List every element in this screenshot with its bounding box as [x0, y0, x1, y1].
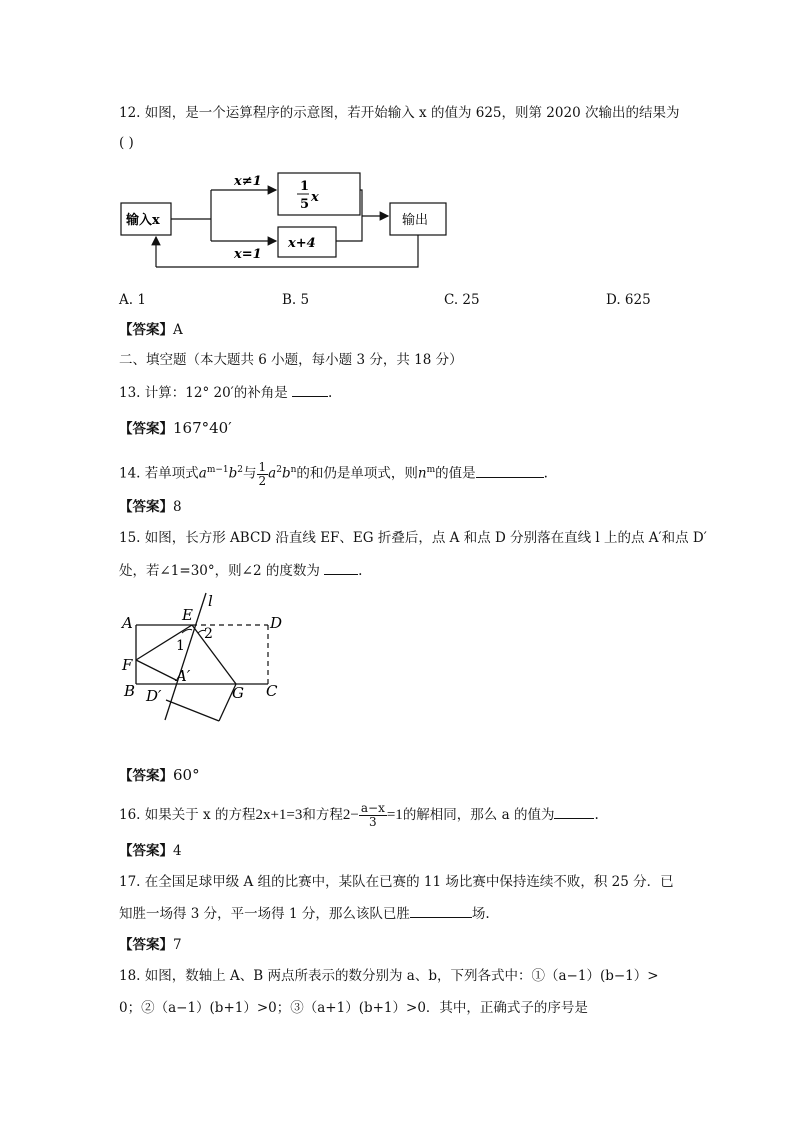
- q17-line2: 知胜一场得 3 分，平一场得 1 分，那么该队已胜 场.: [119, 906, 490, 922]
- fifth-x-num: 1: [300, 179, 310, 194]
- plus4-label: x+4: [288, 236, 316, 251]
- q16-blank[interactable]: [554, 806, 594, 819]
- q14-answer: 【答案】8: [119, 499, 182, 515]
- q15-line1: 15. 如图，长方形 ABCD 沿直线 EF、EG 折叠后，点 A 和点 D 分别落在直线 l 上的点 A′和点 D′: [119, 530, 707, 546]
- q13-answer: 【答案】167°40′: [119, 419, 232, 437]
- input-box-label: 输入x: [126, 213, 160, 228]
- q12-option-b: B. 5: [282, 292, 310, 308]
- svg-text:1: 1: [176, 638, 185, 654]
- q15-blank[interactable]: [324, 562, 358, 575]
- svg-text:E: E: [182, 606, 193, 624]
- output-label: 输出: [402, 213, 429, 228]
- svg-text:A: A: [122, 614, 133, 632]
- q12-option-d: D. 625: [606, 292, 651, 308]
- q16-fraction: $\frac{a-x}{3}$: [360, 801, 385, 829]
- q12-answer: 【答案】A: [119, 322, 183, 338]
- q17-blank[interactable]: [410, 905, 472, 918]
- q17-line1: 17. 在全国足球甲级 A 组的比赛中，某队在已赛的 11 场比赛中保持连续不败，积 25 分．已: [119, 874, 674, 890]
- fifth-x-box: [278, 173, 360, 215]
- q18-line1: 18. 如图，数轴上 A、B 两点所表示的数分别为 a、b，下列各式中：①（a−1）(b−1）>: [119, 968, 659, 984]
- q13-blank[interactable]: [292, 384, 328, 397]
- fifth-x-den: 5: [300, 197, 310, 212]
- q12-text: 12. 如图，是一个运算程序的示意图，若开始输入 x 的值为 625，则第 2020 次输出的结果为: [119, 105, 680, 121]
- q14-text: 14. 若单项式$a^{m-1}b^2$与 $\frac{1}{2}$ $a^2b^n$的和仍是单项式，则$n^m$的值是 .: [119, 459, 548, 488]
- svg-text:F: F: [122, 656, 133, 674]
- fifth-x-var: x: [311, 190, 319, 205]
- q16-text: 16. 如果关于 x 的方程2x+1=3和方程2− $\frac{a-x}{3}$ =1的解相同，那么 a 的值为 .: [119, 801, 599, 829]
- svg-text:D: D: [270, 614, 283, 632]
- q12-paren: ( ): [119, 135, 134, 151]
- q15-line2: 处，若∠1=30°，则∠2 的度数为 .: [119, 563, 363, 579]
- svg-text:C: C: [266, 682, 278, 700]
- section2-heading: 二、填空题（本大题共 6 小题，每小题 3 分，共 18 分）: [119, 352, 463, 368]
- q14-fraction: $\frac{1}{2}$: [258, 459, 267, 488]
- svg-text:2: 2: [204, 626, 213, 642]
- q12-option-c: C. 25: [444, 292, 480, 308]
- q12-flow-diagram: [110, 165, 450, 275]
- q14-blank[interactable]: [476, 465, 544, 478]
- svg-text:G: G: [232, 684, 244, 702]
- cond-eq: x=1: [234, 247, 262, 262]
- svg-text:B: B: [124, 682, 136, 700]
- cond-neq: x≠1: [234, 174, 262, 189]
- q17-answer: 【答案】7: [119, 937, 182, 953]
- q18-line2: 0；②（a−1）(b+1）>0；③（a+1）(b+1）>0．其中，正确式子的序号是: [119, 1000, 588, 1016]
- q16-answer: 【答案】4: [119, 843, 182, 859]
- q13-text: 13. 计算：12° 20′的补角是 .: [119, 385, 333, 401]
- q12-option-a: A. 1: [119, 292, 146, 308]
- q15-fold-figure: [118, 588, 298, 728]
- svg-text:D′: D′: [146, 687, 162, 705]
- svg-text:l: l: [208, 592, 213, 610]
- svg-text:A′: A′: [176, 667, 191, 685]
- q15-answer: 【答案】60°: [119, 766, 200, 784]
